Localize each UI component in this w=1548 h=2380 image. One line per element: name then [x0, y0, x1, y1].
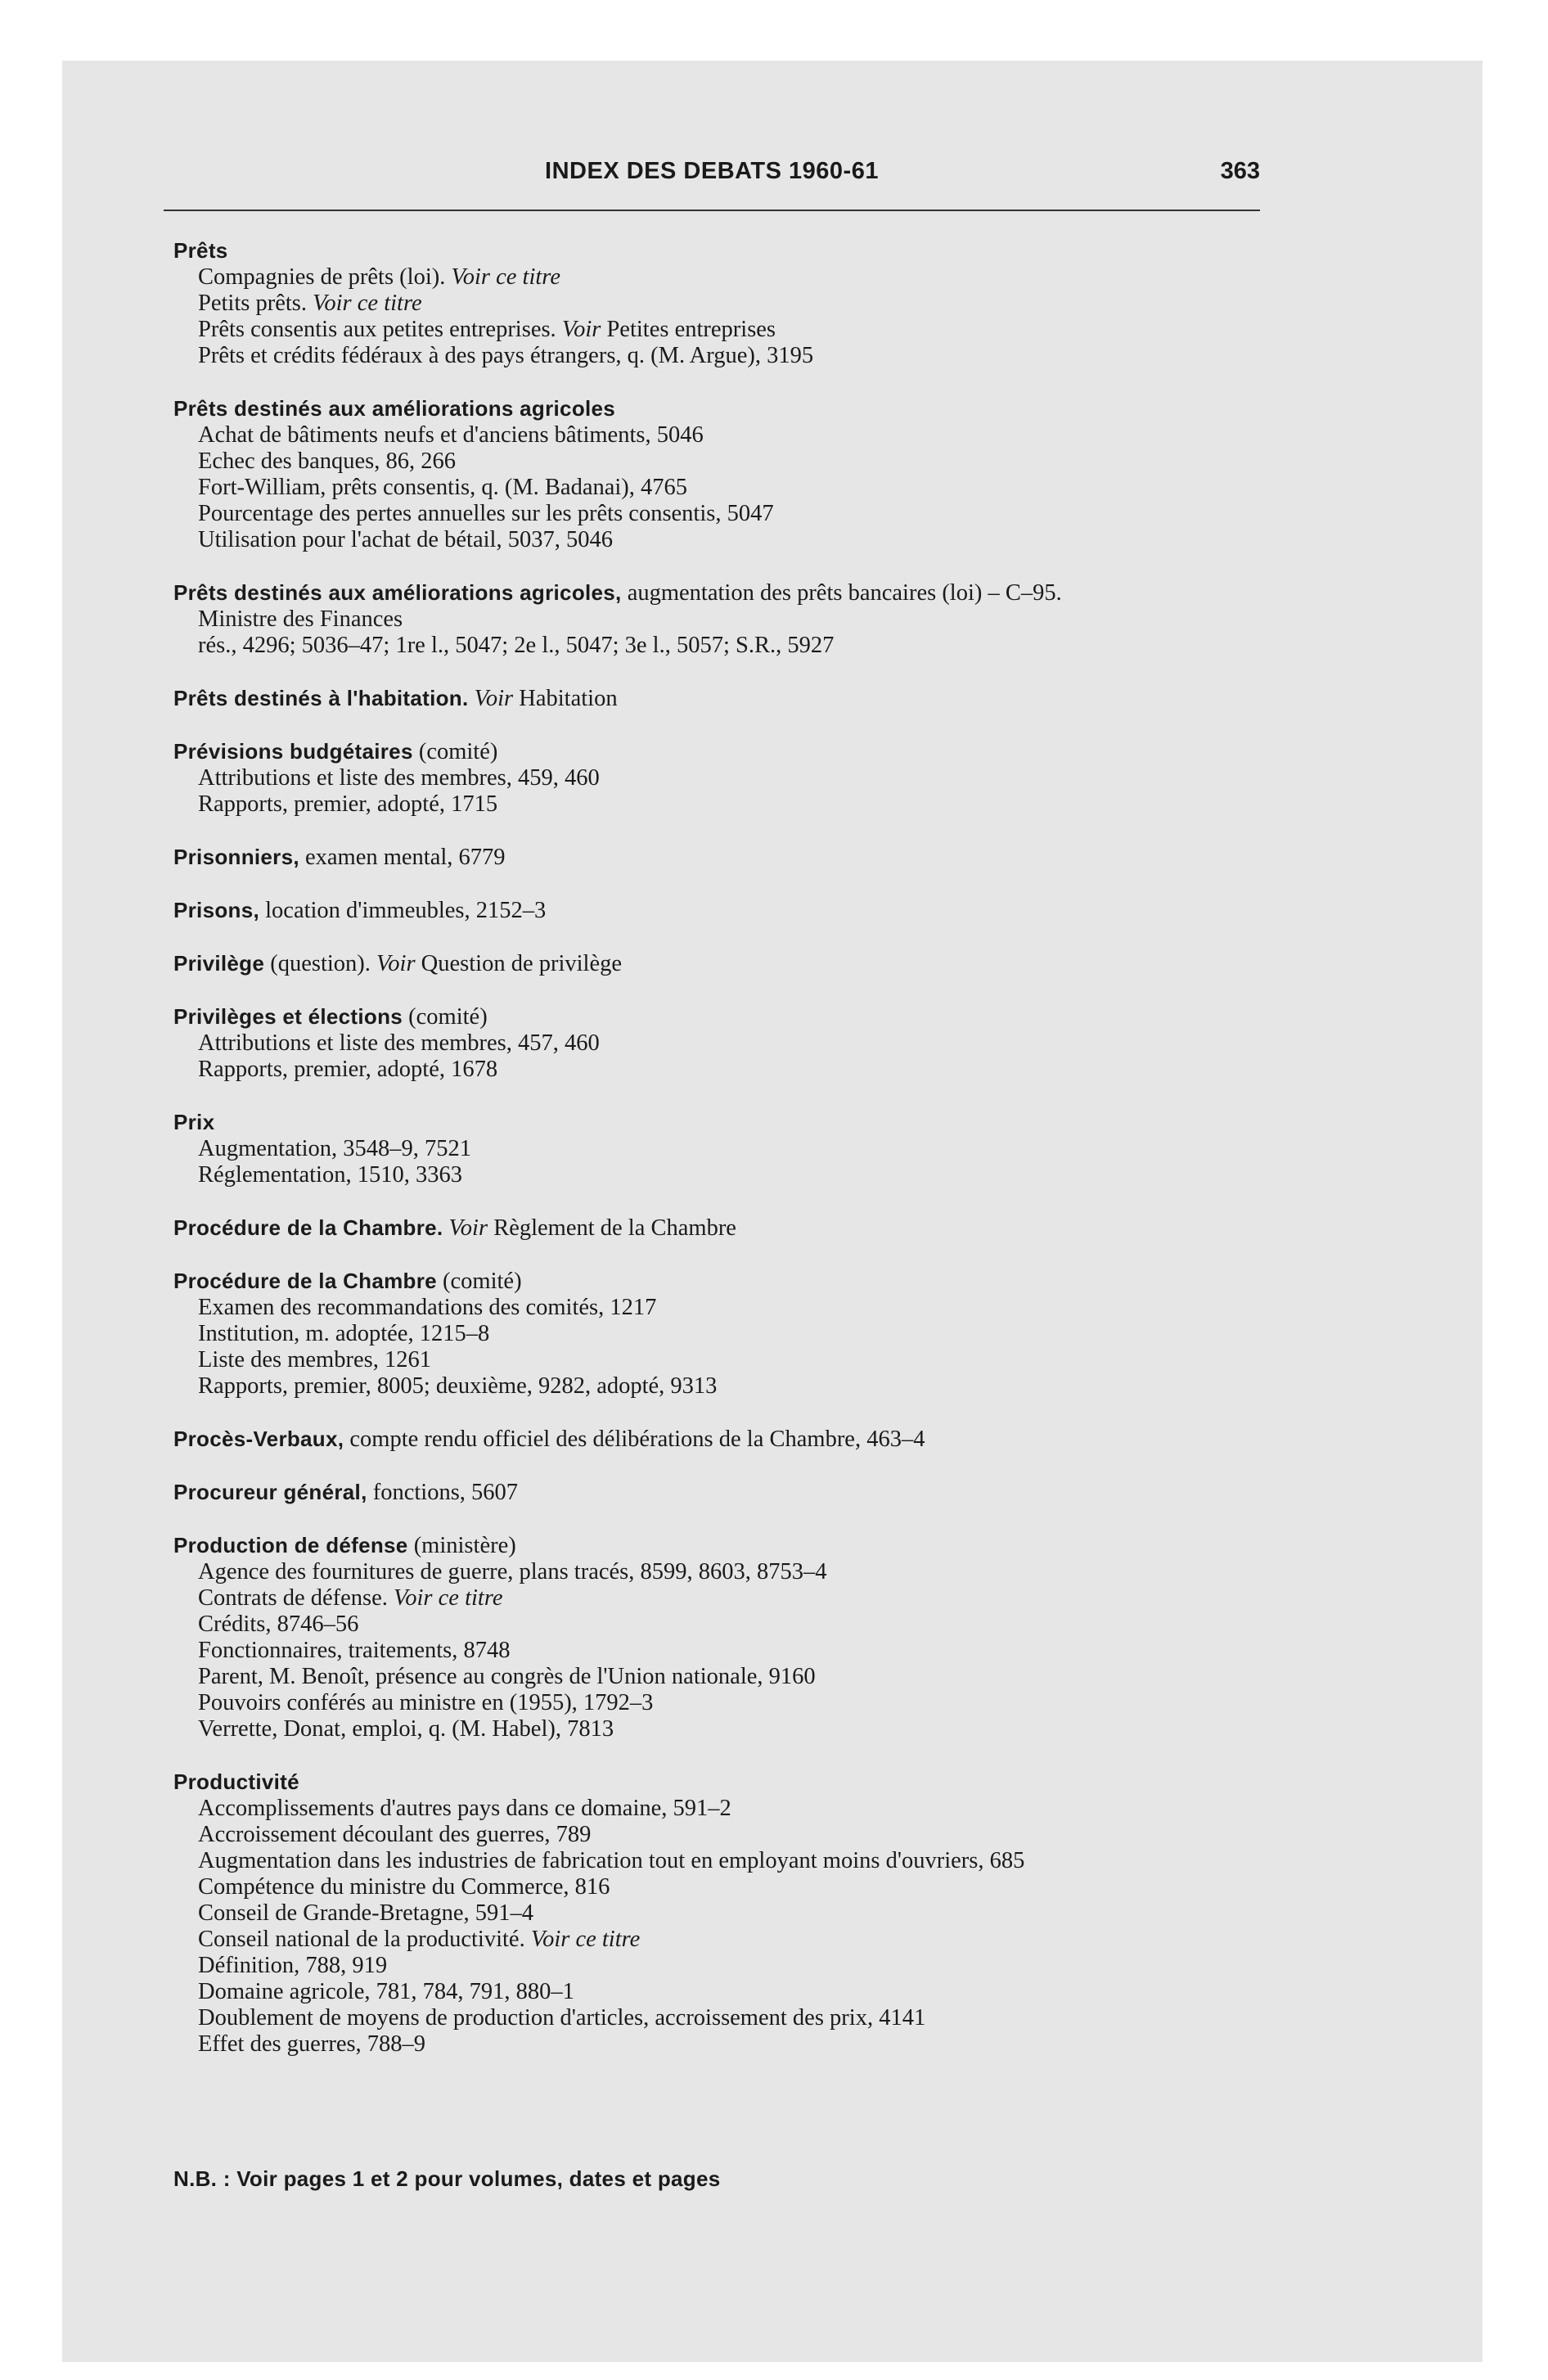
cross-reference: Question de privilège — [421, 951, 623, 976]
entry-headword: Prêts destinés aux améliorations agricoles, — [173, 580, 622, 605]
sub-entry — [173, 1690, 1262, 1716]
index-entry — [173, 1479, 1262, 1506]
entry-heading — [173, 237, 1262, 264]
index-entry — [173, 738, 1262, 818]
entry-heading — [173, 1215, 1262, 1242]
entry-heading — [173, 579, 1262, 606]
sub-entry-text: Petits prêts. — [198, 291, 307, 316]
entry-headword-suffix: compte rendu officiel des délibérations de la Chambre, 463–4 — [344, 1427, 925, 1452]
sub-entry-text: Echec des banques, 86, 266 — [198, 449, 456, 474]
sub-entry-text: Augmentation, 3548–9, 7521 — [198, 1136, 472, 1161]
sub-entry-text: Contrats de défense. — [198, 1585, 388, 1611]
sub-entry — [173, 501, 1262, 527]
entry-heading — [173, 1532, 1262, 1559]
sub-entry-text: Examen des recommandations des comités, 1217 — [198, 1295, 657, 1320]
entry-headword-suffix: (comité) — [436, 1269, 522, 1294]
sub-entry-text: Prêts consentis aux petites entreprises. — [198, 317, 556, 342]
sub-entry-text: Achat de bâtiments neufs et d'anciens bâtiments, 5046 — [198, 422, 704, 448]
cross-reference: Petites entreprises — [606, 317, 776, 342]
sub-entry-text: Compagnies de prêts (loi). — [198, 264, 446, 290]
index-entry — [173, 685, 1262, 712]
cross-reference: ce titre — [438, 1585, 503, 1611]
entry-headword-suffix: (comité) — [412, 739, 498, 764]
sub-entry-text: Prêts et crédits fédéraux à des pays étrangers, q. (M. Argue), 3195 — [198, 343, 814, 368]
index-entries — [173, 237, 1262, 2084]
entry-headword: Productivité — [173, 1769, 299, 1794]
entry-heading — [173, 395, 1262, 422]
sub-entry — [173, 1559, 1262, 1585]
voir-label: Voir — [394, 1585, 433, 1611]
sub-entry — [173, 1162, 1262, 1188]
sub-entry-text: Utilisation pour l'achat de bétail, 5037, 5046 — [198, 527, 613, 552]
entry-heading — [173, 1479, 1262, 1506]
sub-entry-text: Accroissement découlant des guerres, 789 — [198, 1822, 592, 1847]
entry-headword-suffix: (comité) — [403, 1004, 488, 1030]
sub-entry — [173, 1585, 1262, 1611]
sub-entry-text: Fonctionnaires, traitements, 8748 — [198, 1638, 511, 1663]
entry-headword: Prévisions budgétaires — [173, 739, 413, 764]
page-header — [164, 158, 1260, 199]
sub-entry — [173, 422, 1262, 449]
sub-entry — [173, 1136, 1262, 1162]
sub-entry-text: rés., 4296; 5036–47; 1re l., 5047; 2e l., 5047; 3e l., 5057; S.R., 5927 — [198, 633, 835, 658]
entry-headword: Procureur général, — [173, 1480, 367, 1504]
sub-entry-text: Conseil national de la productivité. — [198, 1927, 525, 1952]
sub-entry — [173, 1796, 1262, 1822]
sub-entry — [173, 1373, 1262, 1400]
sub-entry — [173, 1979, 1262, 2005]
page-number: 363 — [1220, 158, 1260, 184]
entry-heading — [173, 738, 1262, 765]
entry-heading — [173, 1268, 1262, 1295]
sub-entry — [173, 527, 1262, 553]
sub-entry — [173, 1874, 1262, 1900]
sub-entry — [173, 765, 1262, 791]
entry-headword: Prêts destinés à l'habitation. — [173, 686, 469, 710]
index-entry — [173, 1003, 1262, 1083]
sub-entry-text: Attributions et liste des membres, 459, 460 — [198, 765, 600, 791]
sub-entry-text: Crédits, 8746–56 — [198, 1611, 359, 1637]
cross-reference: Habitation — [519, 686, 618, 711]
page-title: INDEX DES DEBATS 1960-61 — [545, 158, 879, 184]
sub-entry — [173, 1900, 1262, 1927]
sub-entry-text: Effet des guerres, 788–9 — [198, 2031, 426, 2057]
index-entry — [173, 897, 1262, 924]
sub-entry-text: Parent, M. Benoît, présence au congrès de l'Union nationale, 9160 — [198, 1664, 816, 1689]
sub-entry-text: Agence des fournitures de guerre, plans tracés, 8599, 8603, 8753–4 — [198, 1559, 827, 1584]
sub-entry-text: Compétence du ministre du Commerce, 816 — [198, 1874, 610, 1900]
entry-headword-suffix: fonctions, 5607 — [367, 1480, 519, 1505]
header-rule — [164, 210, 1260, 211]
entry-heading — [173, 1003, 1262, 1030]
entry-headword: Prêts — [173, 238, 228, 263]
entry-headword-suffix: examen mental, 6779 — [299, 845, 506, 870]
sub-entry-text: Réglementation, 1510, 3363 — [198, 1162, 462, 1188]
sub-entry — [173, 1664, 1262, 1690]
index-entry — [173, 1532, 1262, 1742]
voir-label: Voir — [451, 264, 490, 290]
sub-entry — [173, 1347, 1262, 1373]
sub-entry-text: Rapports, premier, adopté, 1678 — [198, 1057, 498, 1082]
entry-headword: Prisonniers, — [173, 845, 299, 869]
entry-headword-suffix: location d'immeubles, 2152–3 — [259, 898, 547, 923]
sub-entry-text: Rapports, premier, adopté, 1715 — [198, 791, 498, 817]
entry-heading — [173, 1426, 1262, 1453]
sub-entry-text: Accomplissements d'autres pays dans ce domaine, 591–2 — [198, 1796, 731, 1821]
sub-entry-text: Liste des membres, 1261 — [198, 1347, 431, 1373]
entry-headword: Prêts destinés aux améliorations agricoles — [173, 396, 616, 421]
entry-heading — [173, 897, 1262, 924]
entry-headword: Production de défense — [173, 1533, 408, 1557]
sub-entry — [173, 343, 1262, 369]
sub-entry — [173, 1321, 1262, 1347]
entry-heading — [173, 1109, 1262, 1136]
sub-entry-text: Fort-William, prêts consentis, q. (M. Badanai), 4765 — [198, 475, 688, 500]
index-entry — [173, 1268, 1262, 1400]
cross-reference: Règlement de la Chambre — [493, 1215, 736, 1241]
entry-headword: Prisons, — [173, 898, 259, 922]
sub-entry-text: Verrette, Donat, emploi, q. (M. Habel), 7813 — [198, 1716, 614, 1742]
sub-entry-text: Conseil de Grande-Bretagne, 591–4 — [198, 1900, 533, 1926]
sub-entry — [173, 1638, 1262, 1664]
sub-entry — [173, 475, 1262, 501]
entry-heading — [173, 950, 1262, 977]
voir-label: Voir — [448, 1215, 488, 1241]
index-entry — [173, 579, 1262, 659]
entry-headword: Privilège — [173, 951, 265, 976]
sub-entry — [173, 1848, 1262, 1874]
cross-reference: ce titre — [575, 1927, 641, 1952]
index-entry — [173, 844, 1262, 871]
sub-entry — [173, 291, 1262, 317]
cross-reference: ce titre — [357, 291, 422, 316]
entry-heading — [173, 1769, 1262, 1796]
index-entry — [173, 1109, 1262, 1188]
sub-entry-text: Augmentation dans les industries de fabrication tout en employant moins d'ouvriers, 685 — [198, 1848, 1025, 1873]
sub-entry-text: Pourcentage des pertes annuelles sur les prêts consentis, 5047 — [198, 501, 774, 526]
sub-entry-text: Domaine agricole, 781, 784, 791, 880–1 — [198, 1979, 574, 2004]
entry-headword-suffix: augmentation des prêts bancaires (loi) – C–95. — [621, 580, 1062, 606]
sub-entry — [173, 264, 1262, 291]
sub-entry — [173, 1057, 1262, 1083]
index-entry — [173, 950, 1262, 977]
sub-entry — [173, 1953, 1262, 1979]
index-entry — [173, 1426, 1262, 1453]
index-entry — [173, 1215, 1262, 1242]
entry-heading — [173, 844, 1262, 871]
sub-entry — [173, 1611, 1262, 1638]
entry-headword-suffix: (question). — [264, 951, 371, 976]
sub-entry — [173, 2005, 1262, 2031]
sub-entry — [173, 1295, 1262, 1321]
sub-entry — [173, 317, 1262, 343]
entry-headword: Privilèges et élections — [173, 1004, 403, 1029]
entry-headword-suffix: (ministère) — [407, 1533, 516, 1558]
index-entry — [173, 395, 1262, 553]
sub-entry-text: Ministre des Finances — [198, 606, 403, 632]
sub-entry-text: Rapports, premier, 8005; deuxième, 9282, adopté, 9313 — [198, 1373, 718, 1399]
entry-headword: Procédure de la Chambre. — [173, 1215, 443, 1240]
sub-entry-text: Pouvoirs conférés au ministre en (1955), 1792–3 — [198, 1690, 654, 1715]
voir-label: Voir — [474, 686, 514, 711]
sub-entry — [173, 1030, 1262, 1057]
entry-headword: Procès-Verbaux, — [173, 1427, 344, 1451]
entry-headword: Procédure de la Chambre — [173, 1269, 437, 1293]
cross-reference: ce titre — [496, 264, 560, 290]
sub-entry-text: Doublement de moyens de production d'articles, accroissement des prix, 4141 — [198, 2005, 926, 2031]
sub-entry — [173, 633, 1262, 659]
sub-entry — [173, 2031, 1262, 2058]
voir-label: Voir — [313, 291, 352, 316]
sub-entry — [173, 449, 1262, 475]
sub-entry — [173, 1927, 1262, 1953]
index-entry — [173, 1769, 1262, 2058]
index-entry — [173, 237, 1262, 369]
sub-entry-text: Définition, 788, 919 — [198, 1953, 388, 1978]
voir-label: Voir — [561, 317, 601, 342]
sub-entry — [173, 1822, 1262, 1848]
sub-entry — [173, 791, 1262, 818]
entry-headword: Prix — [173, 1110, 215, 1134]
voir-label: Voir — [530, 1927, 570, 1952]
sub-entry-text: Institution, m. adoptée, 1215–8 — [198, 1321, 490, 1346]
footer-note: N.B. : Voir pages 1 et 2 pour volumes, dates et pages — [173, 2166, 721, 2191]
voir-label: Voir — [376, 951, 416, 976]
sub-entry-text: Attributions et liste des membres, 457, 460 — [198, 1030, 600, 1056]
entry-heading — [173, 685, 1262, 712]
sub-entry — [173, 606, 1262, 633]
sub-entry — [173, 1716, 1262, 1742]
